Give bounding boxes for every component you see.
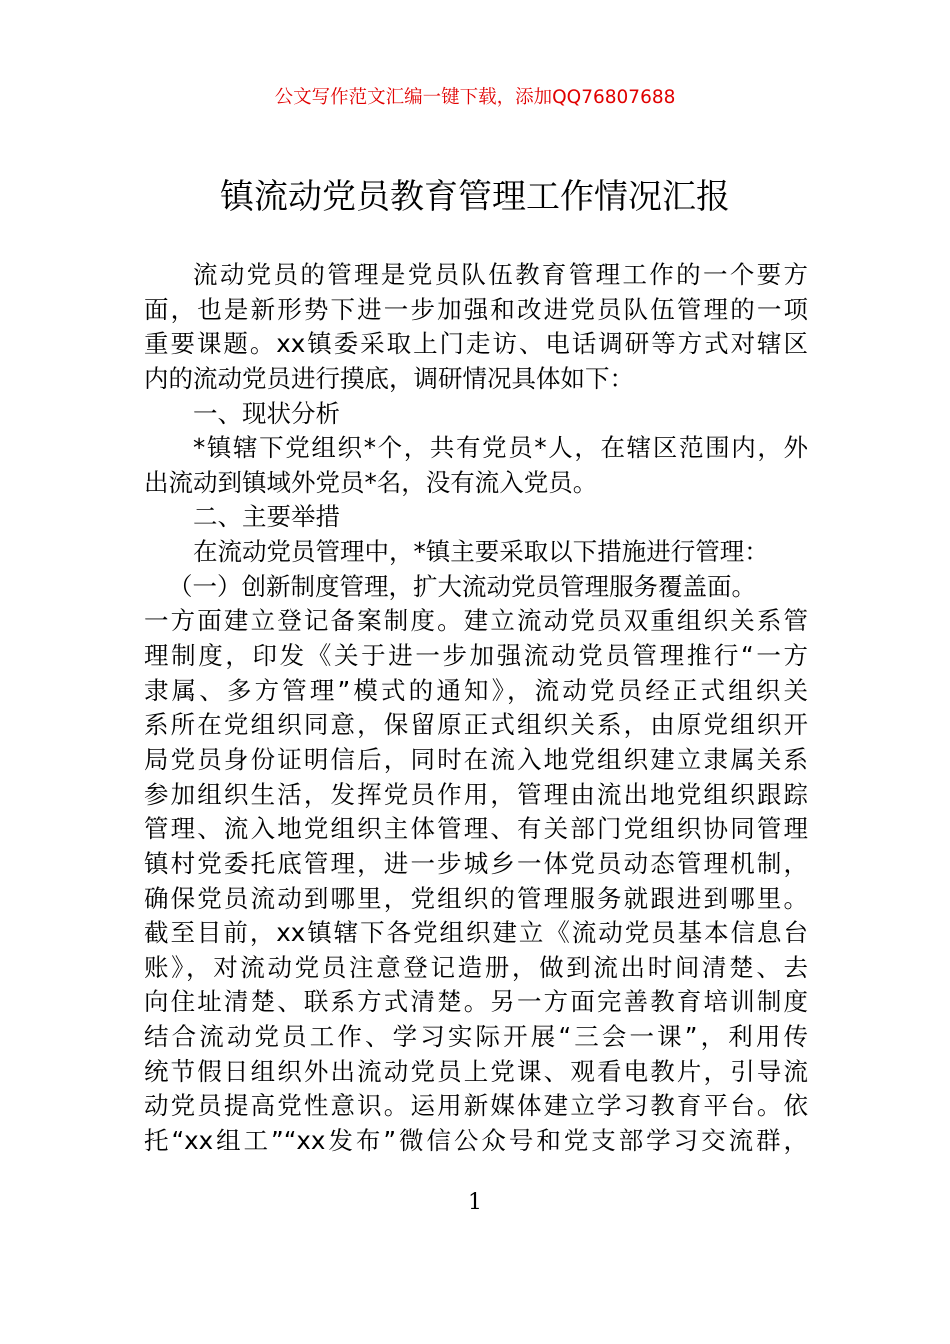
body-line: 托“xx组工”“xx发布”微信公众号和党支部学习交流群， (144, 1126, 808, 1156)
section-heading: 一、现状分析 (193, 398, 340, 428)
body-line: 在流动党员管理中，*镇主要采取以下措施进行管理： (193, 537, 769, 567)
download-banner: 公文写作范文汇编一键下载，添加QQ76807688 (274, 87, 676, 108)
body-line: 向住址清楚、联系方式清楚。另一方面完善教育培训制度 (144, 987, 808, 1017)
body-line: 面，也是新形势下进一步加强和改进党员队伍管理的一项 (144, 294, 808, 324)
body-line: 隶属、多方管理”模式的通知》，流动党员经正式组织关 (144, 675, 808, 705)
body-line: 截至目前，xx镇辖下各党组织建立《流动党员基本信息台 (144, 918, 808, 948)
body-line: 镇村党委托底管理，进一步城乡一体党员动态管理机制， (144, 848, 808, 878)
body-line: 系所在党组织同意，保留原正式组织关系，由原党组织开 (144, 710, 808, 740)
page-number: 1 (468, 1190, 482, 1215)
body-line: 内的流动党员进行摸底，调研情况具体如下： (144, 363, 634, 393)
body-line: *镇辖下党组织*个，共有党员*人，在辖区范围内，外 (193, 433, 808, 463)
body-line: 理制度，印发《关于进一步加强流动党员管理推行“一方 (144, 641, 808, 671)
body-line: 确保党员流动到哪里，党组织的管理服务就跟进到哪里。 (144, 883, 808, 913)
subsection-heading: （一）创新制度管理，扩大流动党员管理服务覆盖面。 (168, 571, 756, 601)
body-line: 参加组织生活，发挥党员作用，管理由流出地党组织跟踪 (144, 779, 808, 809)
body-line: 流动党员的管理是党员队伍教育管理工作的一个要方 (193, 260, 808, 289)
document-title: 镇流动党员教育管理工作情况汇报 (220, 177, 730, 217)
body-line: 局党员身份证明信后，同时在流入地党组织建立隶属关系 (144, 744, 808, 774)
body-line: 重要课题。xx镇委采取上门走访、电话调研等方式对辖区 (144, 329, 808, 359)
body-line: 一方面建立登记备案制度。建立流动党员双重组织关系管 (144, 606, 808, 636)
body-line: 账》，对流动党员注意登记造册，做到流出时间清楚、去 (144, 952, 808, 982)
body-line: 管理、流入地党组织主体管理、有关部门党组织协同管理 (144, 814, 808, 844)
body-line: 动党员提高党性意识。运用新媒体建立学习教育平台。依 (144, 1091, 808, 1121)
body-line: 出流动到镇域外党员*名，没有流入党员。 (144, 467, 598, 497)
section-heading: 二、主要举措 (193, 502, 340, 532)
document-body (144, 258, 808, 1159)
body-line: 结合流动党员工作、学习实际开展“三会一课”，利用传 (144, 1022, 808, 1052)
body-line: 统节假日组织外出流动党员上党课、观看电教片，引导流 (144, 1056, 808, 1086)
